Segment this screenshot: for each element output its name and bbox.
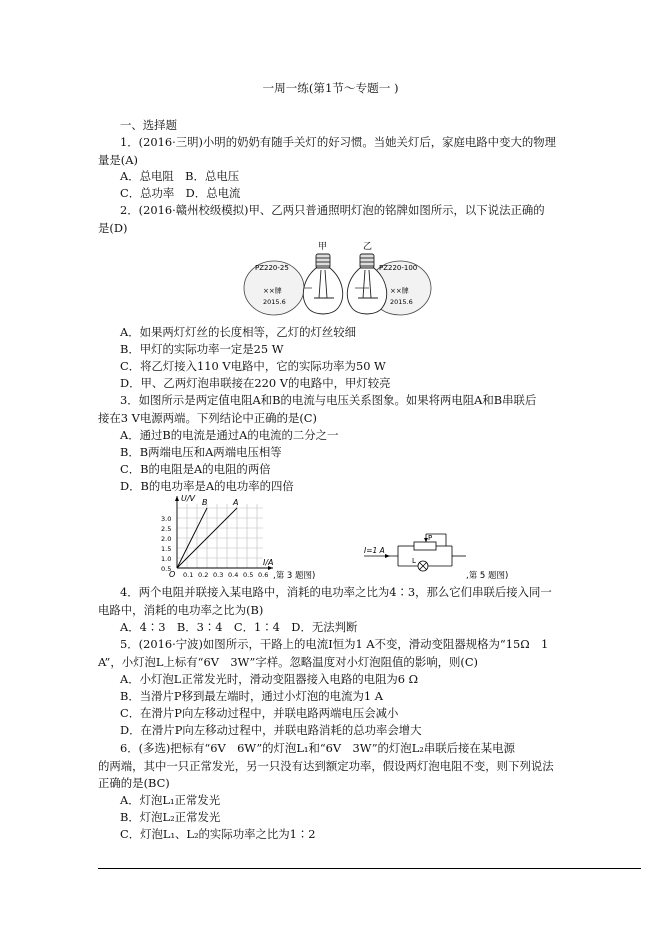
q5-option-c: C．在滑片P向左移动过程中，并联电路两端电压会减小 [120, 706, 399, 720]
jia-brand: ××牌 [263, 287, 282, 295]
graph-origin: O [169, 570, 176, 579]
xtick: 0.1 [183, 571, 194, 579]
xtick: 0.4 [228, 571, 239, 579]
q4-line-1: 4．两个电阻并联接入某电路中，消耗的电功率之比为4∶3，那么它们串联后接入同一 [120, 585, 552, 599]
label-b: B [202, 498, 208, 507]
q2-option-c: C．将乙灯接入110 V电路中，它的实际功率为50 W [120, 359, 386, 373]
ui-graph-figure [155, 492, 320, 584]
yi-brand: ××牌 [390, 287, 409, 295]
q4-options: A．4∶3 B．3∶4 C．1∶4 D．无法判断 [120, 620, 358, 634]
section-heading: 一、选择题 [120, 118, 177, 132]
ytick: 3.0 [161, 515, 172, 523]
slider-label: P [428, 534, 433, 542]
q2-option-d: D．甲、乙两灯泡串联接在220 V的电路中，甲灯较亮 [120, 376, 391, 390]
q3-line-2: 接在3 V电源两端。下列结论中正确的是(C) [98, 411, 317, 425]
q6-option-b: B．灯泡L₂正常发光 [120, 810, 221, 824]
ytick: 0.5 [161, 565, 172, 573]
q2-line-1: 2．(2016·赣州校级模拟)甲、乙两只普通照明灯泡的铭牌如图所示，以下说法正确的 [120, 203, 545, 217]
q6-option-a: A．灯泡L₁正常发光 [120, 793, 221, 807]
q2-option-b: B．甲灯的实际功率一定是25 W [120, 342, 284, 356]
q5-line-1: 5．(2016·宁波)如图所示，干路上的电流I恒为1 A不变，滑动变阻器规格为“15Ω 1 [120, 637, 549, 651]
lamp-label: L [412, 557, 416, 565]
q3-option-b: B．B两端电压和A两端电压相等 [120, 445, 282, 459]
graph-caption: ,第 3 题图) [273, 571, 316, 581]
bottom-rule [98, 868, 641, 869]
yi-model: PZ220-100 [379, 264, 418, 272]
q3-option-d: D．B的电功率是A的电功率的四倍 [120, 479, 294, 493]
ytick: 2.5 [161, 525, 172, 533]
q1-line-1: 1．(2016·三明)小明的奶奶有随手关灯的好习惯。当她关灯后，家庭电路中变大的物理 [120, 135, 557, 149]
page-title: 一周一练(第1节～专题一 ) [262, 81, 399, 95]
yi-bulb [347, 254, 386, 314]
q2-line-2: 是(D) [98, 221, 128, 235]
circuit-caption: ,第 5 题图) [466, 571, 509, 581]
q6-line-3: 正确的是(BC) [98, 776, 170, 790]
q5-option-d: D．在滑片P向左移动过程中，并联电路消耗的总功率会增大 [120, 723, 422, 737]
q1-option-cd: C．总功率 D．总电流 [120, 186, 241, 200]
y-tick-labels [161, 515, 171, 573]
graph-xlabel: I/A [263, 558, 274, 567]
yi-date: 2015.6 [390, 298, 413, 306]
q3-option-c: C．B的电阻是A的电阻的两倍 [120, 462, 271, 476]
jia-label: 甲 [318, 242, 328, 252]
graph-grid [177, 504, 263, 568]
label-a: A [233, 498, 239, 507]
yi-label: 乙 [363, 242, 373, 252]
circuit-current: I=1 A [364, 546, 385, 555]
q5-option-b: B．当滑片P移到最左端时，通过小灯泡的电流为1 A [120, 689, 383, 703]
q3-line-1: 3．如图所示是两定值电阻A和B的电流与电压关系图象。如果将两电阻A和B串联后 [120, 393, 537, 407]
q1-option-ab: A．总电阻 B．总电压 [120, 169, 240, 183]
q6-line-2: 的两端，其中一只正常发光，另一只没有达到额定功率，假设两灯泡电阻不变，则下列说法 [98, 759, 554, 773]
xtick: 0.2 [198, 571, 209, 579]
q6-option-c: C．灯泡L₁、L₂的实际功率之比为1∶2 [120, 827, 316, 841]
q3-option-a: A．通过B的电流是通过A的电流的二分之一 [120, 428, 339, 442]
bulb-nameplates-figure [242, 240, 432, 322]
xtick: 0.6 [258, 571, 269, 579]
rheostat [414, 542, 436, 550]
jia-bulb [303, 254, 342, 314]
x-tick-labels [183, 571, 268, 579]
ytick: 1.5 [161, 545, 172, 553]
graph-ylabel: U/V [181, 494, 196, 503]
q1-line-2: 量是(A) [98, 153, 138, 167]
q5-option-a: A．小灯泡L正常发光时，滑动变阻器接入电路的电阻为6 Ω [120, 672, 419, 686]
circuit-figure [362, 532, 522, 584]
q5-line-2: A”，小灯泡L上标有“6V 3W”字样。忽略温度对小灯泡阻值的影响，则(C) [98, 655, 478, 669]
jia-date: 2015.6 [263, 298, 286, 306]
ytick: 1.0 [161, 555, 172, 563]
q6-line-1: 6．(多选)把标有“6V 6W”的灯泡L₁和“6V 3W”的灯泡L₂串联后接在某电源 [120, 741, 515, 755]
q2-option-a: A．如果两灯灯丝的长度相等，乙灯的灯丝较细 [120, 325, 357, 339]
ytick: 2.0 [161, 535, 172, 543]
q4-line-2: 电路中，消耗的电功率之比为(B) [98, 603, 264, 617]
xtick: 0.5 [243, 571, 254, 579]
jia-model: PZ220-25 [255, 264, 289, 272]
xtick: 0.3 [213, 571, 224, 579]
